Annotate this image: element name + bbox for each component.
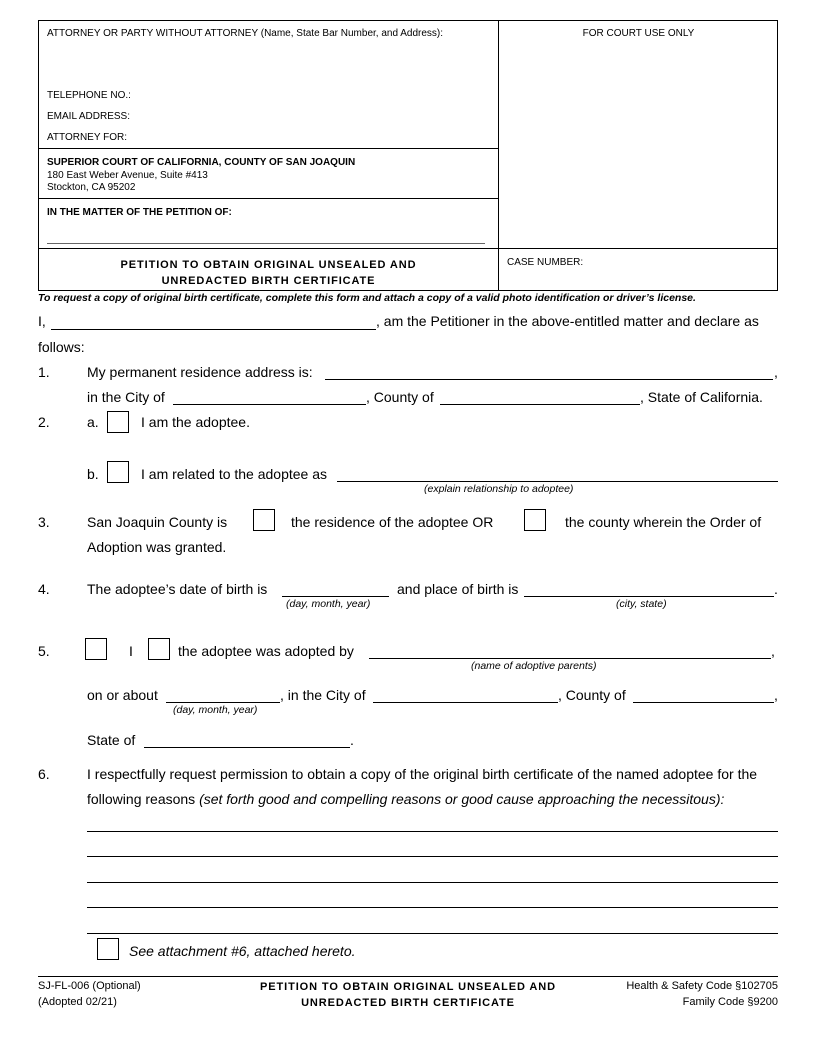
adoptee-checkbox[interactable] <box>107 411 129 433</box>
birth-place-caption: (city, state) <box>616 598 667 610</box>
item3-text1: San Joaquin County is <box>87 514 228 530</box>
code-ref-1: Health & Safety Code §102705 <box>626 980 778 992</box>
related-checkbox[interactable] <box>107 461 129 483</box>
form-number: SJ-FL-006 (Optional) <box>38 980 141 992</box>
adopted-date: (Adopted 02/21) <box>38 996 117 1008</box>
reasons-line-3[interactable] <box>87 882 778 883</box>
attachment-checkbox[interactable] <box>97 938 119 960</box>
residence-county-field[interactable] <box>440 404 640 405</box>
reasons-line-1[interactable] <box>87 831 778 832</box>
court-use-label: FOR COURT USE ONLY <box>582 28 695 39</box>
item1-county-label: , County of <box>366 389 434 405</box>
item2-b-label: b. <box>87 466 99 482</box>
adoptive-parents-field[interactable] <box>369 658 771 659</box>
item1-text: My permanent residence address is: <box>87 364 313 380</box>
order-county-checkbox[interactable] <box>524 509 546 531</box>
item6-text2: following reasons <box>87 791 196 807</box>
reasons-line-2[interactable] <box>87 856 778 857</box>
item2-b-text: I am related to the adoptee as <box>141 466 328 482</box>
item1-state-label: , State of California. <box>640 389 763 405</box>
item5-period: . <box>350 732 354 748</box>
item3-text3: the county wherein the Order of <box>565 514 762 530</box>
relationship-caption: (explain relationship to adoptee) <box>424 483 574 495</box>
matter-box-top <box>38 198 499 199</box>
footer-rule <box>38 976 778 977</box>
form-title-line1: PETITION TO OBTAIN ORIGINAL UNSEALED AND <box>120 259 417 271</box>
item6-text1: I respectfully request permission to obtain a copy of the original birth certificate of the named adoptee for the <box>87 766 758 782</box>
caption-divider <box>498 20 499 291</box>
telephone-label: TELEPHONE NO.: <box>47 90 131 101</box>
item2-number: 2. <box>38 414 50 430</box>
item4-text1: The adoptee’s date of birth is <box>87 581 268 597</box>
item5-county-label: , County of <box>558 687 626 703</box>
item5-i: I <box>129 643 133 659</box>
reasons-line-5[interactable] <box>87 933 778 934</box>
matter-underline <box>47 243 485 244</box>
birth-date-caption: (day, month, year) <box>286 598 371 610</box>
item4-text2: and place of birth is <box>397 581 519 597</box>
email-label: EMAIL ADDRESS: <box>47 111 130 122</box>
matter-label: IN THE MATTER OF THE PETITION OF: <box>47 207 232 218</box>
attachment-text: See attachment #6, attached hereto. <box>129 943 356 959</box>
footer-title <box>228 979 588 1011</box>
form-title <box>39 257 498 289</box>
item5-on-about: on or about <box>87 687 158 703</box>
item3-text4: Adoption was granted. <box>87 539 227 555</box>
adoption-city-field[interactable] <box>373 702 558 703</box>
item6-text2-italic: (set forth good and compelling reasons or good cause approaching the necessitous): <box>199 791 725 807</box>
adoption-date-field[interactable] <box>166 702 280 703</box>
birth-date-field[interactable] <box>282 596 389 597</box>
form-title-line2: UNREDACTED BIRTH CERTIFICATE <box>161 275 376 287</box>
court-box-top <box>38 148 499 149</box>
item5-comma2: , <box>774 687 778 703</box>
adoptive-parents-caption: (name of adoptive parents) <box>471 660 597 672</box>
item5-state-label: State of <box>87 732 136 748</box>
caption-box <box>38 20 778 291</box>
intro-i: I, <box>38 313 46 329</box>
case-number-label: CASE NUMBER: <box>507 257 584 268</box>
item3-number: 3. <box>38 514 50 530</box>
item5-comma: , <box>771 643 775 659</box>
item5-text1: the adoptee was adopted by <box>178 643 354 659</box>
footer-title-line1: PETITION TO OBTAIN ORIGINAL UNSEALED AND <box>260 981 556 993</box>
birth-place-field[interactable] <box>524 596 774 597</box>
item5-city-label: , in the City of <box>280 687 366 703</box>
adoption-state-field[interactable] <box>144 747 350 748</box>
title-box-top <box>38 248 778 249</box>
court-name: SUPERIOR COURT OF CALIFORNIA, COUNTY OF SAN JOAQUIN <box>47 157 356 168</box>
item4-number: 4. <box>38 581 50 597</box>
court-address-line1: 180 East Weber Avenue, Suite #413 <box>47 170 208 181</box>
court-address-line2: Stockton, CA 95202 <box>47 182 136 193</box>
reasons-line-4[interactable] <box>87 907 778 908</box>
item4-period: . <box>774 581 778 597</box>
item5-checkbox-a[interactable] <box>85 638 107 660</box>
residence-city-field[interactable] <box>173 404 366 405</box>
item6-text2-line <box>87 791 724 807</box>
attorney-label: ATTORNEY OR PARTY WITHOUT ATTORNEY (Name, State Bar Number, and Address): <box>47 28 444 39</box>
residence-address-field[interactable] <box>325 379 773 380</box>
adoption-county-field[interactable] <box>633 702 774 703</box>
item1-number: 1. <box>38 364 50 380</box>
footer-title-line2: UNREDACTED BIRTH CERTIFICATE <box>301 997 515 1009</box>
residence-checkbox[interactable] <box>253 509 275 531</box>
code-ref-2: Family Code §9200 <box>682 996 778 1008</box>
adoption-date-caption: (day, month, year) <box>173 704 258 716</box>
item5-number: 5. <box>38 643 50 659</box>
item5-checkbox-b[interactable] <box>148 638 170 660</box>
item1-comma: , <box>774 364 778 380</box>
petitioner-name-field[interactable] <box>51 329 376 330</box>
item2-a-text: I am the adoptee. <box>141 414 250 430</box>
intro-follows: follows: <box>38 339 85 355</box>
item6-number: 6. <box>38 766 50 782</box>
relationship-field[interactable] <box>337 481 778 482</box>
item3-text2: the residence of the adoptee OR <box>291 514 494 530</box>
intro-rest: , am the Petitioner in the above-entitled matter and declare as <box>376 313 759 329</box>
item1-city-label: in the City of <box>87 389 165 405</box>
item2-a-label: a. <box>87 414 99 430</box>
instructions: To request a copy of original birth certificate, complete this form and attach a copy of a valid photo identification or driver’s license. <box>38 292 696 304</box>
attorney-for-label: ATTORNEY FOR: <box>47 132 128 143</box>
